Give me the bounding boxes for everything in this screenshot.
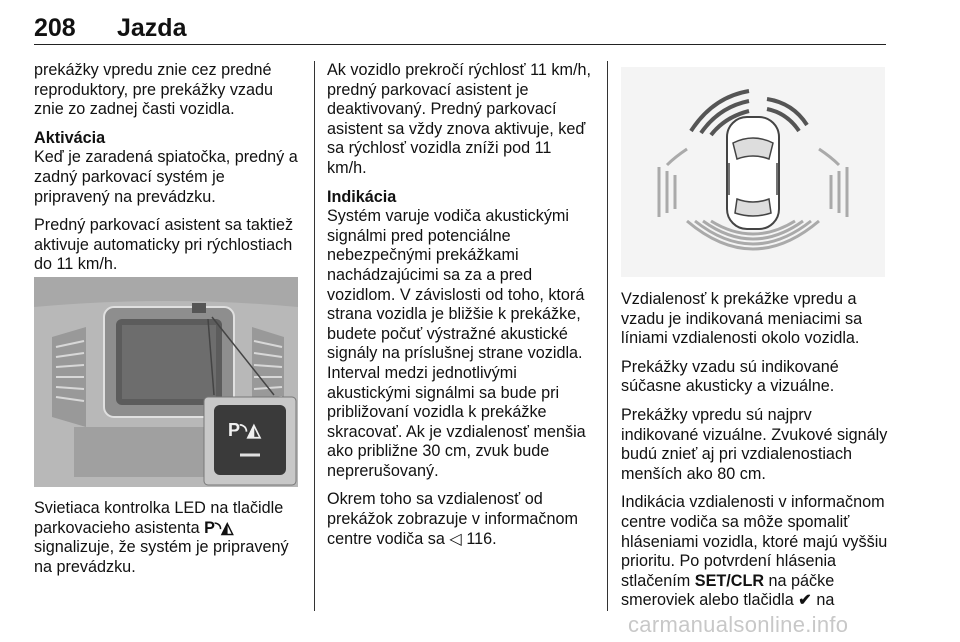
parking-assist-button-label: P◝◭ <box>228 420 261 440</box>
section-title: Jazda <box>117 14 187 42</box>
activation-heading: Aktivácia <box>34 128 106 147</box>
priority-paragraph <box>621 493 889 611</box>
warning-paragraph: Systém varuje vodiča akustickými signálmi pred potenciálne nebezpečnými prekážkami nachádzajúcimi sa za a pred vozidlom. V závislosti od toho, ktorá strana vozidla je bližšie k prekážke, budete počuť výstražné akustické signály na príslušnej strane vozidla. Interval medzi jednotlivými akustickými signálmi sa bude pri približovaní vozidla k prekážke skracovať. Ak je vzdialenosť menšia ako približne 30 cm, zvuk bude neprerušovaný. <box>327 207 586 480</box>
rear-obstacles-paragraph: Prekážky vzadu sú indikované súčasne akusticky a vizuálne. <box>621 357 839 396</box>
deactivation-paragraph: Ak vozidlo prekročí rýchlosť 11 km/h, predný parkovací asistent je deaktivovaný. Predný parkovací asistent sa vždy znova aktivuje, keď sa rýchlosť vozidla zníži pod 11 km/h. <box>327 61 591 177</box>
page-number: 208 <box>34 14 76 42</box>
priority-text-mid: na páčke smeroviek alebo tlačidla <box>621 571 835 610</box>
column-divider-1 <box>314 61 315 611</box>
led-text-before: Svietiaca kontrolka LED na tlačidle parkovacieho asistenta <box>34 499 284 537</box>
activation-paragraph-2: Predný parkovací asistent sa taktiež aktivuje automaticky pri rýchlostiach do 11 km/h. <box>34 216 294 274</box>
page-reference-icon: ◁ <box>449 529 462 548</box>
set-clr-label: SET/CLR <box>694 571 765 590</box>
indication-heading: Indikácia <box>327 187 397 206</box>
column-1 <box>34 61 302 284</box>
column-3 <box>621 290 889 620</box>
priority-text-end: na <box>811 591 835 610</box>
intro-paragraph: prekážky vpredu znie cez predné reproduktory, pre prekážky vzadu znie zo zadnej časti vozidla. <box>34 61 274 119</box>
distance-lines-illustration <box>621 67 885 277</box>
dashboard-image <box>34 277 298 487</box>
activation-paragraph-1: Keď je zaradená spiatočka, predný a zadný parkovací systém je pripravený na prevádzku. <box>34 148 298 206</box>
page-reference: 116. <box>461 529 497 548</box>
led-paragraph <box>34 499 302 577</box>
led-text-after: signalizuje, že systém je pripravený na prevádzku. <box>34 538 289 576</box>
distance-lines-paragraph: Vzdialenosť k prekážke vpredu a vzadu je indikovaná meniacimi sa líniami vzdialenosti okolo vozidla. <box>621 290 863 348</box>
parking-assist-icon: P◝◭ <box>204 518 234 537</box>
distance-sensor-image <box>621 67 885 277</box>
dashboard-illustration <box>34 277 298 487</box>
column-2 <box>327 61 595 558</box>
priority-text: Indikácia vzdialenosti v informačnom centre vodiča sa môže spomaliť hláseniami vozidla, ktoré majú vyššiu prioritu. Po potvrdení hlásenia stlačením <box>621 493 888 590</box>
distance-display-paragraph <box>327 490 595 549</box>
page-header <box>34 14 886 45</box>
column-divider-2 <box>607 61 608 611</box>
front-obstacles-paragraph: Prekážky vpredu sú najprv indikované vizuálne. Zvukové signály budú znieť aj pri vzdialenostiach menších ako 80 cm. <box>621 405 888 483</box>
checkmark-icon: ✔ <box>798 591 812 610</box>
watermark: carmanualsonline.info <box>628 612 849 637</box>
distance-display-text: Okrem toho sa vzdialenosť od prekážok zobrazuje v informačnom centre vodiča sa <box>327 490 579 548</box>
